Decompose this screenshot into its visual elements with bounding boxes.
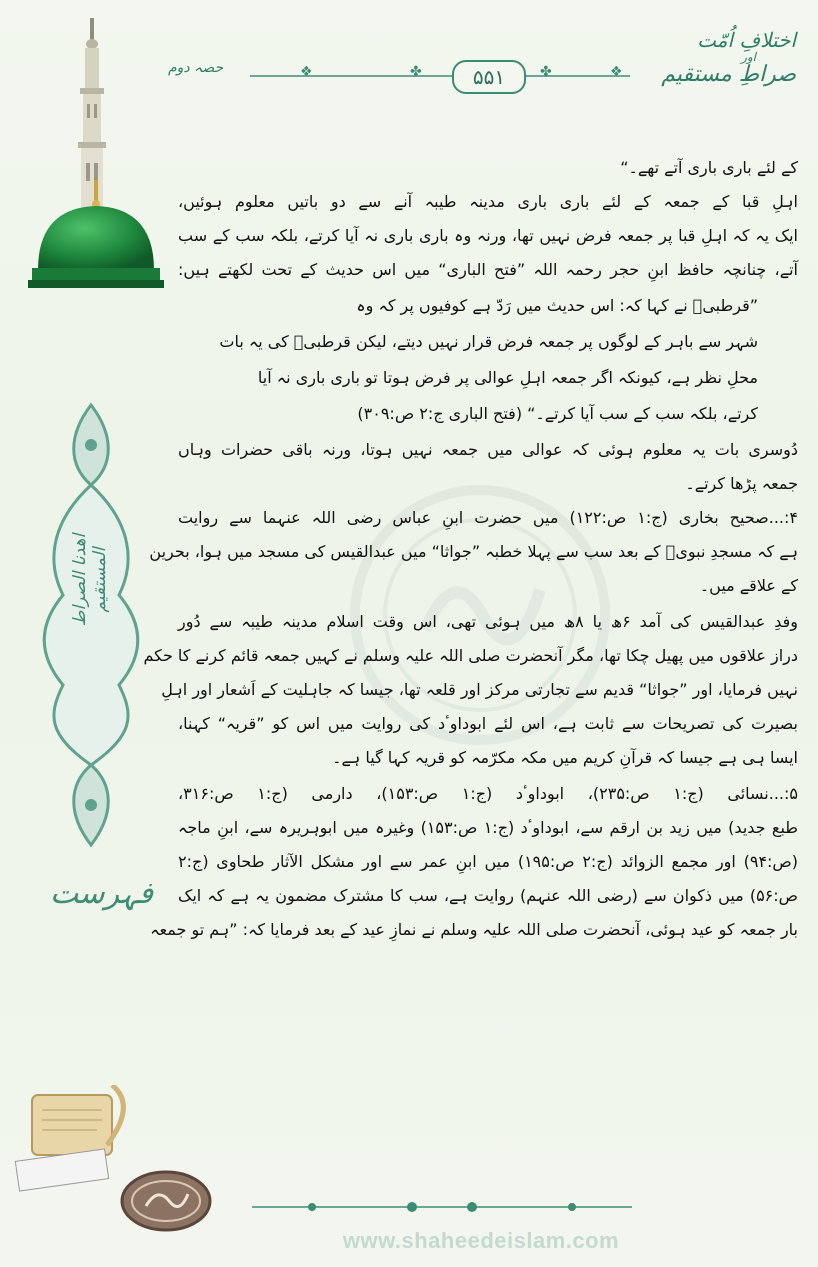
text-line: کے لئے باری باری آتے تھے۔“ — [620, 158, 798, 177]
flourish-icon: ❖ — [610, 64, 623, 80]
text-line: آتے، چنانچہ حافظ ابنِ حجر رحمہ اللہ ”فتح الباری“ میں اس حدیث کے تحت لکھتے ہیں: — [178, 260, 798, 279]
text-line: جمعہ پڑھا کرتے۔ — [685, 474, 798, 493]
index-link[interactable]: فہرست — [50, 876, 154, 911]
page-header — [0, 0, 818, 150]
text-line: ”قرطبیؒ نے کہا کہ: اس حدیث میں رَدّ ہے کوفیوں پر کہ وہ — [356, 296, 758, 315]
text-line: ہے کہ مسجدِ نبویؐ کے بعد سب سے پہلا خطبہ ”جواثا“ میں عبدالقیس کی مسجد میں ہوا، بحرین — [149, 542, 798, 561]
flourish-icon: ✤ — [540, 64, 552, 80]
text-line: (ص:۹۴) اور مجمع الزوائد (ج:۲ ص:۱۹۵) میں ابنِ عمر سے اور مشکل الآثار طحاوی (ج:۲ — [178, 852, 799, 871]
text-line: وفدِ عبدالقیس کی آمد ۶ھ یا ۸ھ میں ہوئی تھی، اس وقت اسلام مدینہ طیبہ سے دُور — [178, 612, 798, 631]
text-line: محلِ نظر ہے، کیونکہ اگر جمعہ اہلِ عوالی پر فرض ہوتا تو باری باری نہ آیا — [257, 368, 758, 387]
text-line: طبع جدید) میں زید بن ارقم سے، ابوداوٴد (ج:۱ ص:۱۵۳) وغیرہ میں ابوہریرہ سے، ابنِ ماجہ — [178, 818, 799, 837]
text-line: دُوسری بات یہ معلوم ہوئی کہ عوالی میں جمعہ نہیں ہوتا، ورنہ باقی حضرات وہاں — [178, 440, 798, 459]
book-title-line3: صراطِ مستقیم — [661, 62, 796, 87]
text-line: ۵:...نسائی (ج:۱ ص:۲۳۵)، ابوداوٴد (ج:۱ ص:۱۵۳)، دارمی (ج:۱ ص:۳۱۶، — [178, 784, 799, 803]
text-line: بار جمعہ کو عید ہوئی، آنحضرت صلی اللہ علیہ وسلم نے نمازِ عید کے بعد فرمایا کہ: ”ہم تو جمعہ — [150, 920, 798, 939]
green-dome-icon — [28, 180, 164, 290]
book-title — [646, 28, 796, 87]
seal-logo — [118, 1168, 214, 1234]
frame-calligraphy: اهدنا الصراط المستقیم — [70, 533, 110, 627]
text-line: کے علاقے میں۔ — [699, 576, 798, 595]
part-label: حصہ دوم — [168, 60, 224, 76]
page-number: ۵۵۱ — [452, 60, 526, 94]
text-line: کرتے، بلکہ سب کے سب آیا کرتے۔“ (فتح الباری ج:۲ ص:۳۰۹) — [357, 404, 758, 423]
text-line: بصیرت کی تصریحات سے ثابت ہے، اس لئے ابوداوٴد کی روایت میں اس کو ”قریہ“ کہنا، — [178, 714, 798, 733]
text-line: دراز علاقوں میں پھیل چکا تھا، مگر آنحضرت صلی اللہ علیہ وسلم نے کہیں جمعہ قائم کرنے کا حکم — [143, 646, 798, 665]
text-line: اہلِ قبا کے جمعہ کے لئے باری باری مدینہ طیبہ آنے سے دو باتیں معلوم ہوئیں، — [178, 192, 798, 211]
text-line: نہیں فرمایا، اور ”جواثا“ قدیم سے تجارتی مرکز اور قلعہ تھا، جیسا کہ جاہلیت کے اَشعار اور اہلِ — [161, 680, 798, 699]
text-line: شہر سے باہر کے لوگوں پر جمعہ فرض قرار نہیں دیتے، لیکن قرطبیؒ کی یہ بات — [219, 332, 758, 351]
text-line: ۴:...صحیح بخاری (ج:۱ ص:۱۲۲) میں حضرت ابنِ عباس رضی اللہ عنہما سے روایت — [178, 508, 798, 527]
text-line: ص:۵۶) میں ذکوان سے (رضی اللہ عنہم) روایت ہے، سب کا مشترک مضمون یہ ہے کہ ایک — [178, 886, 798, 905]
flourish-icon: ✤ — [410, 64, 422, 80]
text-line: ایسا ہی ہے جیسا کہ قرآنِ کریم میں مکہ مکرّمہ کو قریہ کہا گیا ہے۔ — [332, 748, 798, 767]
flourish-icon: ❖ — [300, 64, 313, 80]
footer-ornament — [252, 1198, 632, 1216]
text-line: ایک یہ کہ اہلِ قبا پر جمعہ فرض نہیں تھا، ورنہ وہ باری باری نہ آیا کرتے، بلکہ سب کے سب — [178, 226, 798, 245]
footer-website-link[interactable]: www.shaheedeislam.com — [342, 1228, 620, 1253]
book-title-line2: اور — [741, 50, 756, 64]
book-title-line1: اختلافِ اُمّت — [697, 28, 796, 52]
